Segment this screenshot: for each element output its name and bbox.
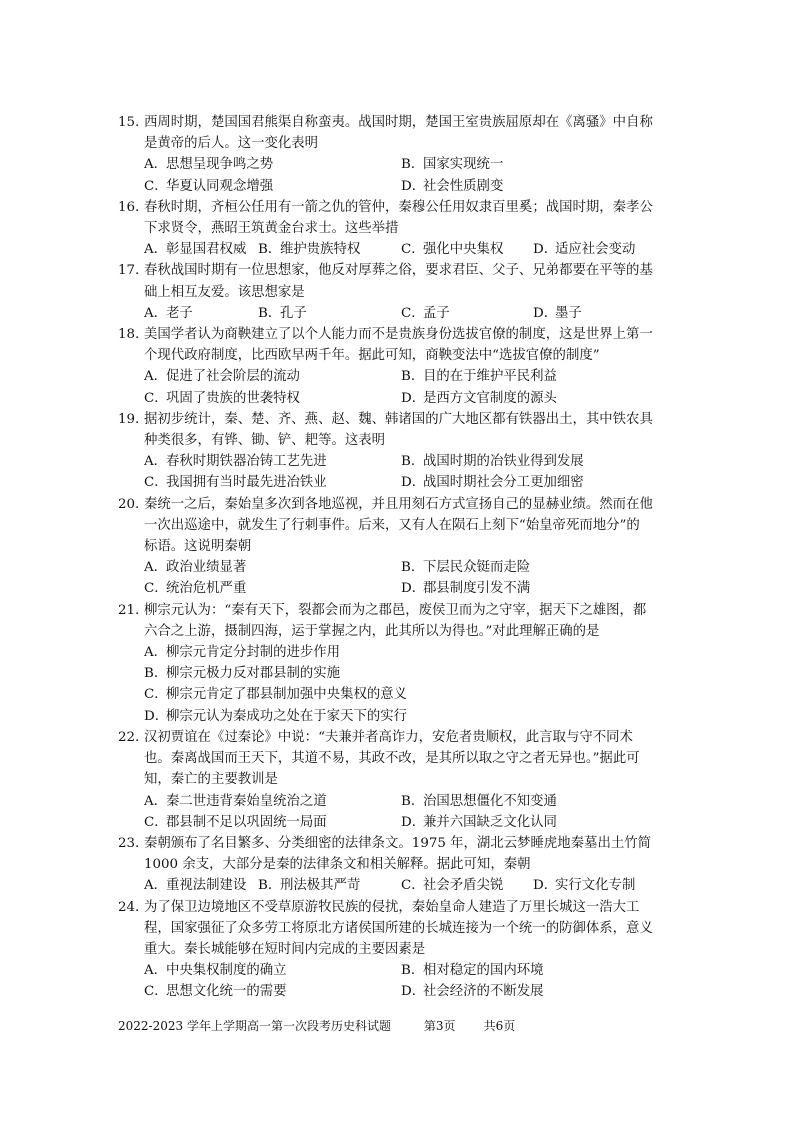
option-b: B．维护贵族特权 (258, 242, 361, 258)
question-stem-line: 19. 据初步统计，秦、楚、齐、燕、赵、魏、韩诸国的广大地区都有铁器出土，其中铁农具 (118, 409, 684, 430)
option-b: B．刑法极其严苛 (258, 878, 361, 894)
option-c: C．巩固了贵族的世袭特权 (144, 390, 300, 406)
question-number: 22. (118, 729, 140, 745)
option-a: A．促进了社会阶层的流动 (144, 369, 300, 385)
option-d: D．社会性质剧变 (401, 178, 504, 194)
option-c: C．社会矛盾尖锐 (401, 878, 504, 894)
question-19 (118, 409, 684, 494)
option-b: B．战国时期的冶铁业得到发展 (401, 454, 584, 470)
footer-exam-title: 2022-2023 学年上学期高一第一次段考历史科试题 (118, 1019, 391, 1033)
option-b: B．治国思想僵化不知变通 (401, 793, 557, 809)
question-stem-line: 24. 为了保卫边境地区不受草原游牧民族的侵扰，秦始皇命人建造了万里长城这一浩大工 (118, 897, 684, 918)
question-stem-line: 22. 汉初贾谊在《过秦论》中说：“夫兼并者高诈力，安危者贵顺权，此言取与守不同术 (118, 727, 684, 748)
question-22 (118, 727, 684, 833)
option-b: B．国家实现统一 (401, 157, 504, 173)
question-number: 16. (118, 199, 140, 215)
footer-total-pages: 共6页 (483, 1019, 516, 1033)
question-stem-line: 一次出巡途中，就发生了行刺事件。后来，又有人在陨石上刻下“始皇帝死而地分”的 (144, 517, 640, 533)
question-16 (118, 197, 684, 261)
option-b: B．孔子 (258, 305, 307, 321)
question-number: 21. (118, 602, 140, 618)
option-d: D．是西方文官制度的源头 (401, 390, 557, 406)
question-21 (118, 600, 684, 727)
option-a: A．老子 (144, 305, 193, 321)
question-number: 23. (118, 835, 140, 851)
option-d: D．适应社会变动 (533, 242, 636, 258)
question-stem-line: 18. 美国学者认为商鞅建立了以个人能力而不是贵族身份选拔官僚的制度，这是世界上第一 (118, 324, 684, 345)
question-stem-line: 六合之上游，摄制四海，运于掌握之内，此其所以为得也。”对此理解正确的是 (144, 623, 600, 639)
question-stem-line: 是黄帝的后人。这一变化表明 (144, 136, 319, 152)
question-stem-line: 也。秦离战国而王天下，其道不易，其政不改，是其所以取之守之者无异也。”据此可 (144, 751, 640, 767)
question-stem-line: 个现代政府制度，比西欧早两千年。据此可知，商鞅变法中“选拔官僚的制度” (144, 348, 600, 364)
option-b: B．目的在于维护平民利益 (401, 369, 557, 385)
question-stem-line: 础上相互友爱。该思想家是 (144, 284, 305, 300)
option-d: D．墨子 (533, 305, 582, 321)
question-24 (118, 897, 684, 1003)
question-number: 20. (118, 496, 140, 512)
question-stem-line: 种类很多，有铧、锄、铲、耙等。这表明 (144, 433, 386, 449)
option-a: A．重视法制建设 (144, 878, 247, 894)
option-b: B．相对稳定的国内环境 (401, 963, 544, 979)
option-c: C．我国拥有当时最先进冶铁业 (144, 475, 327, 491)
footer-page-number: 第3页 (423, 1019, 456, 1033)
option-a: A．春秋时期铁器冶铸工艺先进 (144, 454, 327, 470)
page-footer (118, 1017, 515, 1034)
option-b: B．柳宗元极力反对郡县制的实施 (144, 666, 341, 682)
option-a: A．思想呈现争鸣之势 (144, 157, 274, 173)
question-stem-line: 21. 柳宗元认为：“秦有天下，裂都会而为之郡邑，废侯卫而为之守宰，据天下之雄图，都 (118, 600, 684, 621)
question-stem-line: 17. 春秋战国时期有一位思想家，他反对厚葬之俗，要求君臣、父子、兄弟都要在平等的基 (118, 260, 684, 281)
option-d: D．兼并六国缺乏文化认同 (401, 814, 557, 830)
option-c: C．强化中央集权 (401, 242, 504, 258)
question-15 (118, 112, 684, 197)
option-d: D．郡县制度引发不满 (401, 581, 531, 597)
option-a: A．秦二世违背秦始皇统治之道 (144, 793, 327, 809)
option-a: A．中央集权制度的确立 (144, 963, 287, 979)
option-c: C．郡县制不足以巩固统一局面 (144, 814, 327, 830)
question-number: 17. (118, 263, 140, 279)
question-stem-line: 16. 春秋时期，齐桓公任用有一箭之仇的管仲，秦穆公任用奴隶百里奚；战国时期，秦孝公 (118, 197, 684, 218)
option-d: D．社会经济的不断发展 (401, 984, 544, 1000)
option-d: D．柳宗元认为秦成功之处在于家天下的实行 (144, 708, 408, 724)
option-c: C．孟子 (401, 305, 450, 321)
option-b: B．下层民众铤而走险 (401, 560, 531, 576)
question-stem-line: 20. 秦统一之后，秦始皇多次到各地巡视，并且用刻石方式宣扬自己的显赫业绩。然而在他 (118, 494, 684, 515)
question-stem-line: 重大。秦长城能够在短时间内完成的主要因素是 (144, 941, 426, 957)
question-stem-line: 1000 余支，大部分是秦的法律条文和相关解释。据此可知，秦朝 (144, 857, 531, 873)
option-a: A．政治业绩显著 (144, 560, 247, 576)
option-c: C．华夏认同观念增强 (144, 178, 274, 194)
question-number: 24. (118, 899, 140, 915)
question-stem-line: 23. 秦朝颁布了名目繁多、分类细密的法律条文。1975 年，湖北云梦睡虎地秦墓出土竹简 (118, 833, 684, 854)
option-c: C．统治危机严重 (144, 581, 247, 597)
option-a: A．彰显国君权威 (144, 242, 247, 258)
question-18 (118, 324, 684, 409)
question-number: 19. (118, 411, 140, 427)
question-stem-line: 标语。这说明秦朝 (144, 539, 252, 555)
question-17 (118, 260, 684, 324)
option-a: A．柳宗元肯定分封制的进步作用 (144, 645, 341, 661)
question-stem-line: 知，秦亡的主要教训是 (144, 772, 278, 788)
option-d: D．实行文化专制 (533, 878, 636, 894)
option-c: C．思想文化统一的需要 (144, 984, 287, 1000)
question-number: 18. (118, 327, 140, 343)
question-20 (118, 494, 684, 600)
question-stem-line: 15. 西周时期，楚国国君熊渠自称蛮夷。战国时期，楚国王室贵族屈原却在《离骚》中自称 (118, 112, 684, 133)
question-stem-line: 下求贤令，燕昭王筑黄金台求士。这些举措 (144, 221, 399, 237)
question-number: 15. (118, 115, 140, 130)
option-d: D．战国时期社会分工更加细密 (401, 475, 584, 491)
question-stem-line: 程，国家强征了众多劳工将原北方诸侯国所建的长城连接为一个统一的防御体系，意义 (144, 920, 653, 936)
option-c: C．柳宗元肯定了郡县制加强中央集权的意义 (144, 687, 408, 703)
question-list (118, 112, 684, 1003)
question-23 (118, 833, 684, 897)
